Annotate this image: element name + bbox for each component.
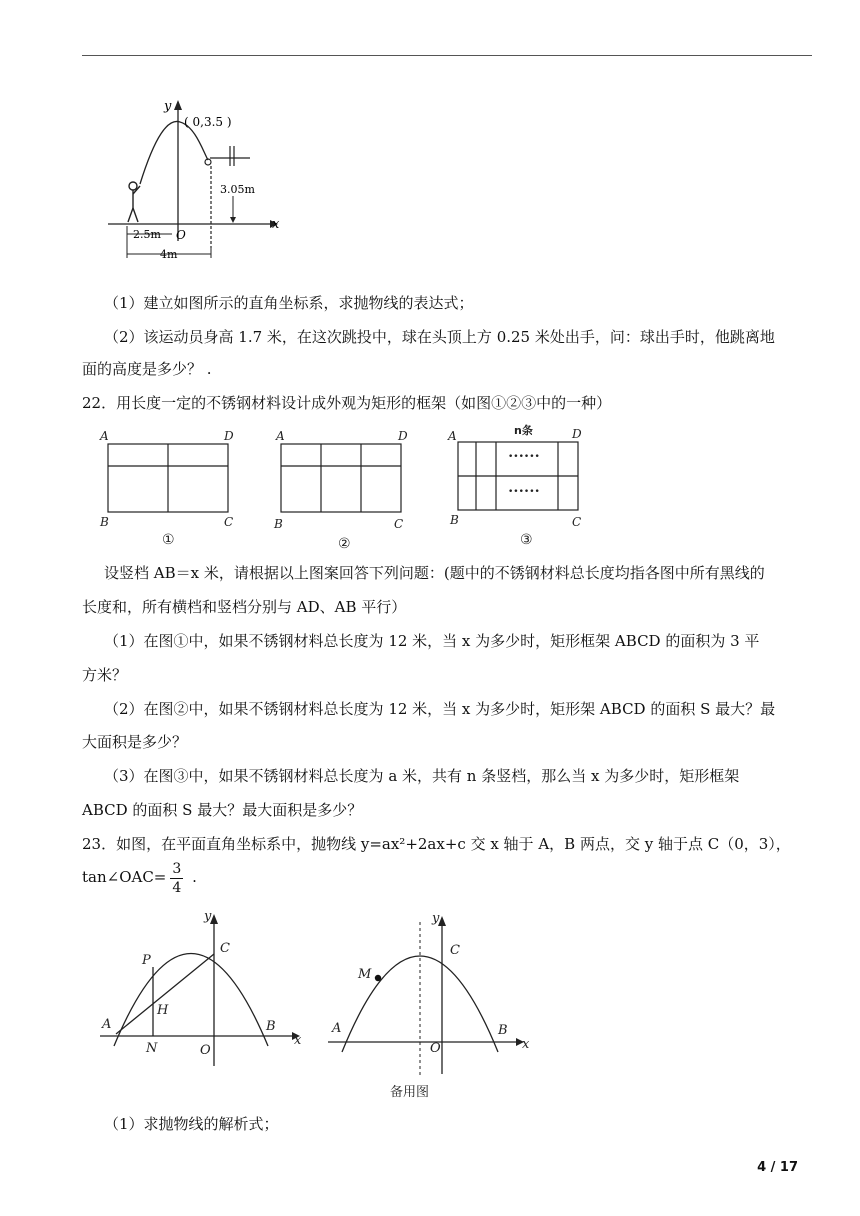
q23-sub1: （1）求抛物线的解析式； — [104, 1115, 279, 1133]
g1-A: A — [102, 1017, 112, 1032]
q23-line1: 23．如图，在平面直角坐标系中，抛物线 y=ax²+2ax+c 交 x 轴于 A，B 两点，交 y 轴于点 C（0，3）， — [82, 835, 791, 853]
g2-A: A — [332, 1021, 342, 1036]
q21-part2-line1: （2）该运动员身高 1.7 米，在这次跳投中，球在头顶上方 0.25 米处出手，问：球出手时，他跳离地 — [104, 328, 775, 346]
g2-C: C — [450, 943, 460, 958]
fraction-numerator: 3 — [172, 860, 182, 877]
g2-M: M — [358, 967, 372, 982]
q23-tan-suffix: . — [187, 868, 197, 886]
f3-B: B — [450, 513, 459, 527]
g1-B: B — [266, 1019, 276, 1034]
label-dist1: 2.5m — [133, 228, 161, 241]
f2-D: D — [398, 429, 408, 443]
f3-A: A — [448, 429, 457, 443]
g1-O: O — [200, 1043, 211, 1058]
f1-C: C — [224, 515, 234, 529]
caption-2: ② — [338, 536, 351, 552]
header-rule — [82, 55, 812, 56]
g1-P: P — [142, 953, 151, 968]
figure-frames — [96, 422, 596, 556]
f1-A: A — [100, 429, 109, 443]
f2-A: A — [276, 429, 285, 443]
parabola-1 — [114, 954, 268, 1047]
frame-2 — [281, 444, 401, 512]
figure-basketball — [100, 96, 290, 268]
q21-part2-line2: 面的高度是多少？ . — [82, 360, 212, 378]
f3-dots-1: •••••• — [508, 452, 540, 462]
q21-part1: （1）建立如图所示的直角坐标系，求抛物线的表达式； — [104, 294, 474, 312]
q22-sub1-line2: 方米？ — [82, 666, 128, 684]
q22-sub2-line2: 大面积是多少？ — [82, 733, 188, 751]
hoop — [205, 146, 250, 248]
g1-H: H — [157, 1003, 169, 1018]
g1-x: x — [294, 1033, 302, 1048]
g1-C: C — [220, 941, 230, 956]
g1-N: N — [146, 1041, 158, 1056]
f3-D: D — [572, 427, 582, 441]
q22-intro-line1: 设竖档 AB＝x 米，请根据以上图案回答下列问题：(题中的不锈钢材料总长度均指各图中所有黑线的 — [104, 564, 765, 582]
label-height: 3.05m — [220, 183, 255, 196]
q22-sub2-line1: （2）在图②中，如果不锈钢材料总长度为 12 米，当 x 为多少时，矩形架 ABCD 的面积 S 最大？最 — [104, 700, 776, 718]
f1-D: D — [224, 429, 234, 443]
fraction — [170, 860, 183, 897]
g2-O: O — [430, 1041, 441, 1056]
height-arrow — [230, 196, 236, 223]
f1-B: B — [100, 515, 109, 529]
q22-sub1-line1: （1）在图①中，如果不锈钢材料总长度为 12 米，当 x 为多少时，矩形框架 ABCD 的面积为 3 平 — [104, 632, 760, 650]
f2-B: B — [274, 517, 283, 531]
g2-x: x — [522, 1037, 530, 1052]
q22-sub3-line1: （3）在图③中，如果不锈钢材料总长度为 a 米，共有 n 条竖档，那么当 x 为多少时，矩形框架 — [104, 767, 740, 785]
fraction-denominator: 4 — [172, 879, 182, 896]
g1-y: y — [204, 909, 212, 924]
label-x: x — [272, 217, 280, 232]
label-dist2: 4m — [160, 248, 178, 261]
figure-parabolas — [96, 906, 546, 1106]
athlete — [128, 182, 140, 222]
q23-line2 — [82, 857, 808, 897]
backup-figure-caption: 备用图 — [390, 1085, 430, 1100]
page-number: 4 / 17 — [757, 1160, 798, 1175]
f3-dots-2: •••••• — [508, 487, 540, 497]
g2-B: B — [498, 1023, 508, 1038]
label-y: y — [164, 99, 172, 114]
f2-C: C — [394, 517, 404, 531]
caption-3: ③ — [520, 532, 533, 548]
q22-title: 22．用长度一定的不锈钢材料设计成外观为矩形的框架（如图①②③中的一种） — [82, 394, 612, 412]
f3-n-label: n条 — [514, 424, 533, 437]
g2-y: y — [432, 911, 440, 926]
label-origin: O — [176, 228, 186, 242]
label-point: ( 0,3.5 ) — [184, 115, 232, 129]
point-M — [375, 975, 381, 981]
q22-sub3-line2: ABCD 的面积 S 最大？最大面积是多少？ — [82, 801, 363, 819]
caption-1: ① — [162, 532, 175, 548]
q23-tan-prefix: tan∠OAC= — [82, 868, 167, 886]
q22-intro-line2: 长度和，所有横档和竖档分别与 AD、AB 平行） — [82, 598, 407, 616]
f3-C: C — [572, 515, 582, 529]
ball-trajectory — [140, 121, 208, 184]
